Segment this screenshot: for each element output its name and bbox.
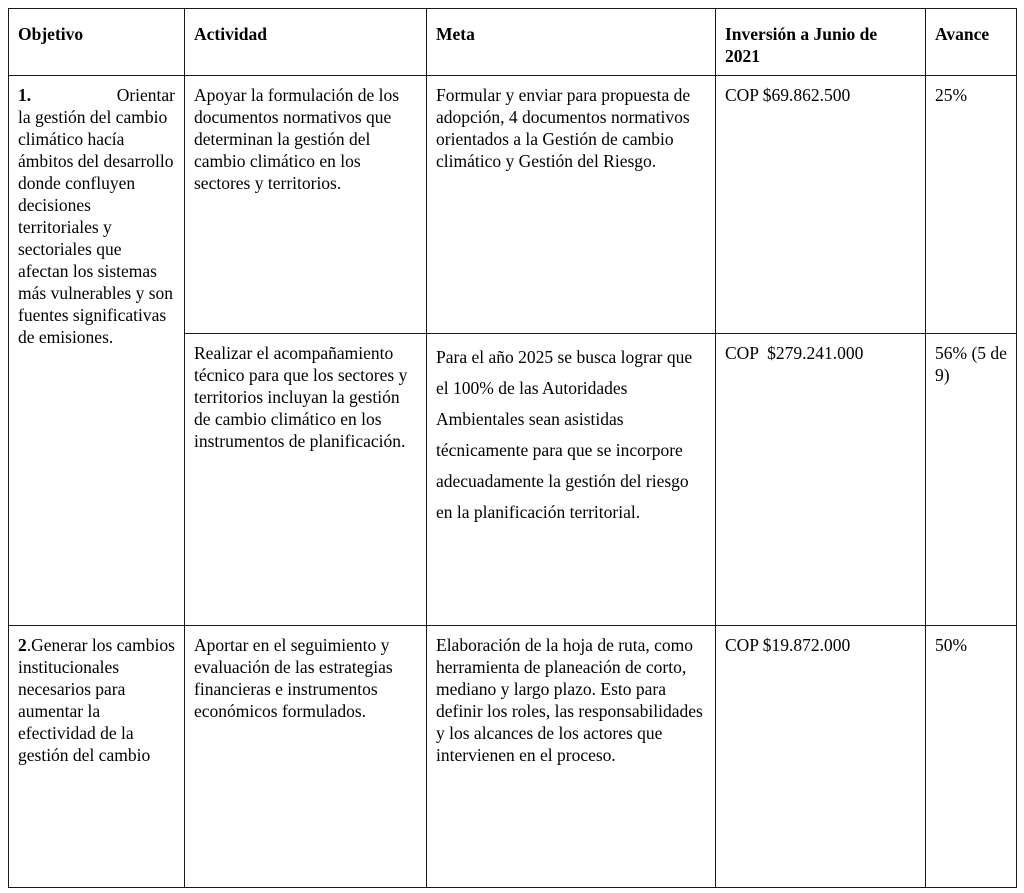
avance-cell: 25% (926, 76, 1017, 334)
avance-cell: 50% (926, 626, 1017, 888)
actividad-cell: Aportar en el seguimiento y evaluación de las estrategias financieras e instrumentos económicos formulados. (185, 626, 427, 888)
inversion-cell: COP $19.872.000 (716, 626, 926, 888)
objective-1-text: la gestión del cambio climático hacía ámbitos del desarrollo donde confluyen decisiones territoriales y sectoriales que afectan los sistemas más vulnerables y son fuentes significativas de emisiones. (18, 107, 174, 347)
avance-cell: 56% (5 de 9) (926, 333, 1017, 625)
inversion-cell: COP $279.241.000 (716, 333, 926, 625)
actividad-cell: Realizar el acompañamiento técnico para que los sectores y territorios incluyan la gestión de cambio climático en los instrumentos de planificación. (185, 333, 427, 625)
header-avance: Avance (926, 9, 1017, 76)
meta-cell: Formular y enviar para propuesta de adopción, 4 documentos normativos orientados a la Gestión de cambio climático y Gestión del Riesgo. (427, 76, 716, 334)
objective-1-first-word: Orientar (116, 85, 175, 105)
header-objetivo: Objetivo (9, 9, 185, 76)
meta-cell: Elaboración de la hoja de ruta, como herramienta de planeación de corto, mediano y largo plazo. Esto para definir los roles, las responsabilidades y los alcances de los actores que intervienen en el proceso. (427, 626, 716, 888)
objective-2-cell (9, 626, 185, 888)
header-inversion: Inversión a Junio de 2021 (716, 9, 926, 76)
inversion-cell: COP $69.862.500 (716, 76, 926, 334)
table-row (9, 626, 1017, 888)
header-meta: Meta (427, 9, 716, 76)
objective-2-text: .Generar los cambios institucionales necesarios para aumentar la efectividad de la gestión del cambio (18, 635, 175, 766)
actividad-cell: Apoyar la formulación de los documentos normativos que determinan la gestión del cambio climático en los sectores y territorios. (185, 76, 427, 334)
objectives-table (8, 8, 1017, 888)
table-header-row (9, 9, 1017, 76)
header-actividad: Actividad (185, 9, 427, 76)
objective-1-number: 1. (18, 85, 32, 105)
meta-cell: Para el año 2025 se busca lograr que el 100% de las Autoridades Ambientales sean asistidas técnicamente para que se incorpore adecuadamente la gestión del riesgo en la planificación territorial. (427, 333, 716, 625)
table-row (9, 76, 1017, 334)
objective-1-first-line (18, 84, 175, 106)
objective-2-number: 2 (18, 635, 27, 656)
objective-1-cell (9, 76, 185, 626)
